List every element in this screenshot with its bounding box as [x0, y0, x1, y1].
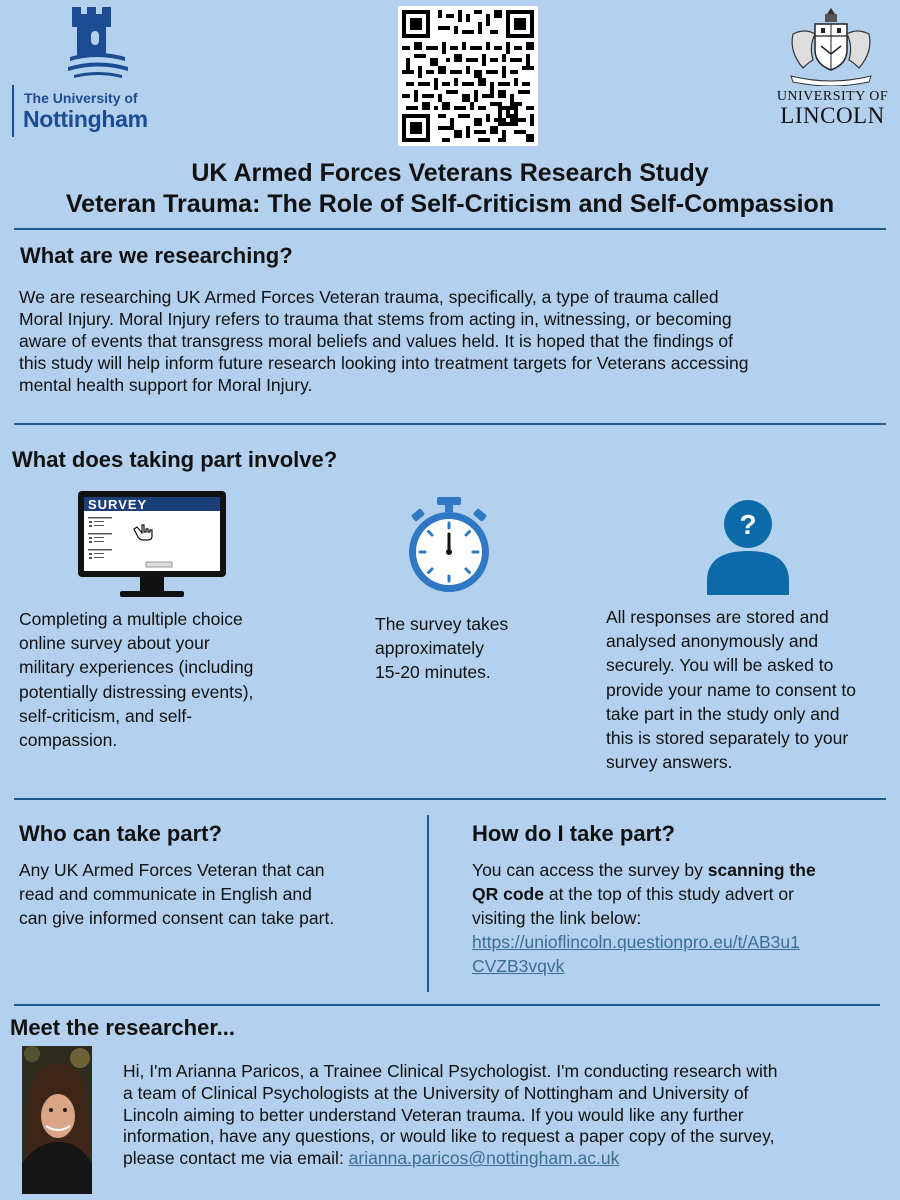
qr-code-icon [402, 10, 534, 142]
survey-link-line2[interactable]: CVZB3vqvk [472, 956, 565, 976]
involve-line: survey answers. [606, 752, 733, 773]
involve-line: analysed anonymously and [606, 631, 819, 652]
researching-line: this study will help inform future research looking into treatment targets for Veterans accessing [19, 353, 749, 373]
researching-line: aware of events that transgress moral beliefs and values held. It is hoped that the findings of [19, 331, 734, 351]
who-line: read and communicate in English and [19, 884, 312, 904]
involve-line: online survey about your [19, 633, 210, 654]
involve-heading: What does taking part involve? [12, 447, 338, 472]
researching-line: We are researching UK Armed Forces Veteran trauma, specifically, a type of trauma called [19, 287, 719, 307]
survey-screen-label: SURVEY [88, 497, 148, 512]
divider [14, 1004, 880, 1006]
researcher-line [123, 1148, 893, 1170]
lincoln-crest-icon [785, 4, 877, 86]
study-title: UK Armed Forces Veterans Research Study [191, 159, 709, 187]
involve-line: this is stored separately to your [606, 728, 849, 749]
involve-line: military experiences (including [19, 657, 254, 678]
email-link[interactable]: arianna.paricos@nottingham.ac.uk [348, 1148, 620, 1169]
how-line2-bold: QR code [472, 884, 544, 904]
survey-monitor-icon [76, 489, 228, 601]
divider [14, 423, 886, 425]
how-line2-text: at the top of this study advert or [543, 884, 794, 904]
svg-text:?: ? [739, 509, 757, 540]
researcher-portrait-icon [22, 1046, 92, 1194]
researcher-line: Hi, I'm Arianna Paricos, a Trainee Clinical Psychologist. I'm conducting research with [123, 1061, 778, 1081]
how-line [472, 882, 892, 906]
researcher-heading: Meet the researcher... [10, 1015, 236, 1040]
divider [14, 228, 886, 230]
involve-line: approximately [375, 638, 484, 658]
how-heading: How do I take part? [472, 821, 675, 846]
researcher-line: a team of Clinical Psychologists at the University of Nottingham and University of [123, 1082, 749, 1103]
who-line: can give informed consent can take part. [19, 908, 335, 928]
researcher-text [123, 1061, 893, 1170]
lincoln-logo-line2: LINCOLN [780, 103, 885, 128]
how-line1-text: You can access the survey by [472, 860, 708, 880]
involve-line: 15-20 minutes. [375, 662, 491, 682]
lincoln-logo [765, 4, 895, 128]
involve-line: The survey takes [375, 614, 509, 634]
who-heading: Who can take part? [19, 821, 222, 846]
involve-line: securely. You will be asked to [606, 655, 834, 676]
contact-text: please contact me via email: [123, 1148, 349, 1169]
researching-line: Moral Injury. Moral Injury refers to trauma that stems from acting in, witnessing, or becoming [19, 309, 732, 329]
researching-heading: What are we researching? [20, 243, 293, 268]
logo-divider [12, 85, 14, 137]
involve-line: provide your name to consent to [606, 679, 857, 700]
nottingham-logo [10, 5, 160, 135]
involve-survey-text [19, 607, 319, 752]
nottingham-logo-line1: The University of [24, 90, 138, 106]
involve-line: self-criticism, and self- [19, 705, 193, 726]
stopwatch-icon [404, 497, 494, 594]
nottingham-tower-icon [60, 5, 135, 80]
study-subtitle: Veteran Trauma: The Role of Self-Criticism and Self-Compassion [65, 190, 835, 218]
survey-link-line1[interactable]: https://unioflincoln.questionpro.eu/t/AB3u1 [472, 932, 800, 952]
researching-text [19, 286, 879, 396]
involve-line: All responses are stored and [606, 607, 829, 627]
involve-line: compassion. [19, 730, 118, 751]
how-text [472, 858, 892, 978]
how-line [472, 858, 892, 882]
involve-anonymity-text [606, 605, 896, 774]
how-line: visiting the link below: [472, 908, 642, 928]
researcher-photo [22, 1046, 92, 1194]
qr-code[interactable] [398, 6, 538, 146]
involve-duration-text [375, 612, 565, 684]
who-text [19, 858, 409, 930]
survey-link[interactable] [472, 930, 892, 978]
column-divider [427, 815, 429, 992]
researcher-line: information, have any questions, or would like to request a paper copy of the survey, [123, 1126, 775, 1147]
involve-line: Completing a multiple choice [19, 609, 243, 629]
how-line1-bold: scanning the [707, 860, 816, 880]
researching-line: mental health support for Moral Injury. [19, 375, 313, 395]
anonymous-person-icon [705, 500, 791, 595]
who-line: Any UK Armed Forces Veteran that can [19, 860, 325, 880]
divider [14, 798, 886, 800]
involve-line: take part in the study only and [606, 703, 840, 724]
researcher-line: Lincoln aiming to better understand Veteran trauma. If you would like any further [123, 1104, 744, 1125]
nottingham-logo-line2: Nottingham [23, 106, 148, 132]
involve-line: potentially distressing events), [19, 681, 254, 702]
lincoln-logo-line1: UNIVERSITY OF [776, 89, 889, 104]
